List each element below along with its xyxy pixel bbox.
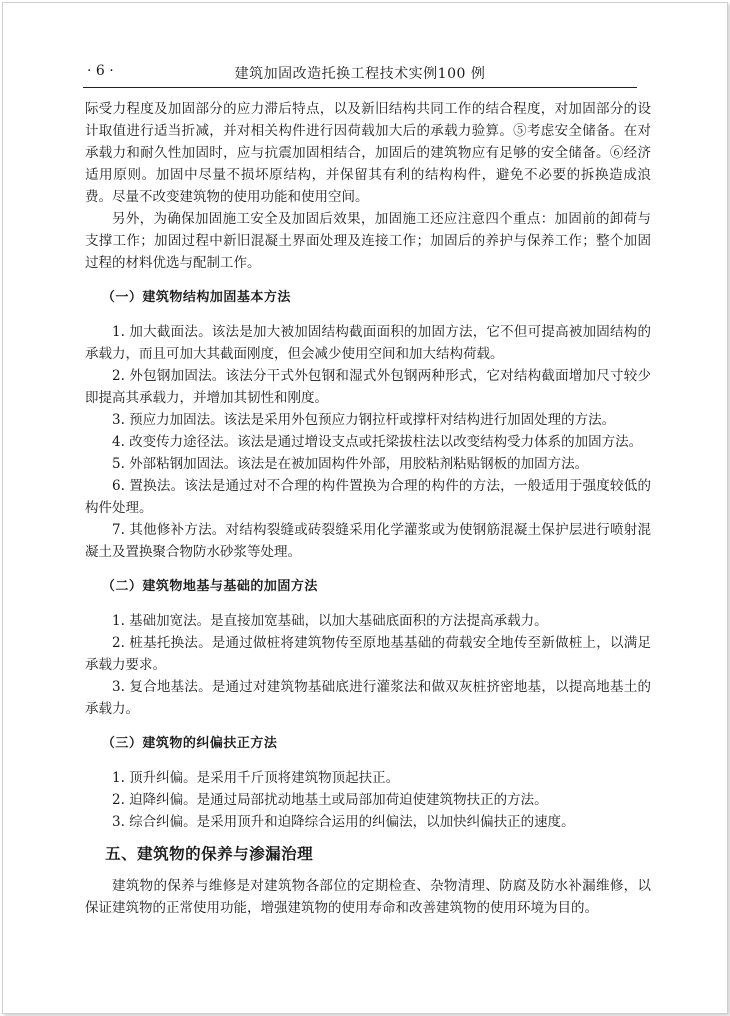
list-item: 2. 外包钢加固法。该法分干式外包钢和湿式外包钢两种形式，它对结构截面增加尺寸较少即提高其承载力，并增加其韧性和刚度。 [85,368,651,406]
running-title: 建筑加固改造托换工程技术实例100 例 [234,66,486,82]
list-item: 2. 桩基托换法。是通过做桩将建筑物传至原地基基础的荷载安全地传至新做桩上，以满足承载力要求。 [85,635,651,673]
list-item: 3. 预应力加固法。该法是采用外包预应力钢拉杆或撑杆对结构进行加固处理的方法。 [112,412,616,428]
paragraph-continued: 际受力程度及加固部分的应力滞后特点，以及新旧结构共同工作的结合程度，对加固部分的设计取值进行适当折减，并对相关构件进行因荷载加大后的承载力验算。⑤考虑安全储备。在对承载力和耐久性加固时，应与抗震加固相结合，加固后的建筑物应有足够的安全储备。⑥经济适用原则。加固中尽量不损坏原结构，并保留其有利的结构构件，避免不必要的拆换造成浪费。尽量不改变建筑物的使用功能和使用空间。 [85,101,651,205]
list-item: 7. 其他修补方法。对结构裂缝或砖裂缝采用化学灌浆或为使钢筋混凝土保护层进行喷射混凝土及置换聚合物防水砂浆等处理。 [85,522,651,560]
list-item: 4. 改变传力途径法。该法是通过增设支点或托梁拔柱法以改变结构受力体系的加固方法。 [112,434,643,450]
list-item: 5. 外部粘钢加固法。该法是在被加固构件外部，用胶粘剂粘贴钢板的加固方法。 [112,456,589,472]
paragraph-construction-notes: 另外，为确保加固施工安全及加固后效果，加固施工还应注意四个重点：加固前的卸荷与支撑工作；加固过程中新旧混凝土界面处理及连接工作；加固后的养护与保养工作；整个加固过程的材料优选与配制工作。 [85,211,651,271]
list-item: 1. 顶升纠偏。是采用千斤顶将建筑物顶起扶正。 [112,770,400,786]
page-number: · 6 · [87,63,114,79]
subsection-heading-structural-methods: （一）建筑物结构加固基本方法 [101,290,291,305]
list-item: 6. 置换法。该法是通过对不合理的构件置换为合理的构件的方法，一般适用于强度较低的构件处理。 [85,478,651,516]
list-item: 3. 综合纠偏。是采用顶升和迫降综合运用的纠偏法，以加快纠偏扶正的速度。 [112,814,575,830]
list-item: 1. 基础加宽法。是直接加宽基础，以加大基础底面积的方法提高承载力。 [112,613,548,629]
section-heading-maintenance: 五、建筑物的保养与渗漏治理 [105,845,314,863]
paragraph-maintenance: 建筑物的保养与维修是对建筑物各部位的定期检查、杂物清理、防腐及防水补漏维修，以保证建筑物的正常使用功能，增强建筑物的使用寿命和改善建筑物的使用环境为目的。 [85,878,651,916]
page-body [85,98,651,919]
running-header [83,59,637,88]
page [2,2,728,1014]
list-item: 3. 复合地基法。是通过对建筑物基础底进行灌浆法和做双灰桩挤密地基，以提高地基土的承载力。 [85,679,651,717]
subsection-heading-foundation-methods: （二）建筑物地基与基础的加固方法 [101,579,318,594]
subsection-heading-tilt-correction: （三）建筑物的纠偏扶正方法 [101,736,278,751]
list-item: 1. 加大截面法。该法是加大被加固结构截面面积的加固方法，它不但可提高被加固结构的承载力，而且可加大其截面刚度，但会减少使用空间和加大结构荷载。 [85,324,651,362]
list-item: 2. 迫降纠偏。是通过局部扰动地基土或局部加荷迫使建筑物扶正的方法。 [112,792,548,808]
